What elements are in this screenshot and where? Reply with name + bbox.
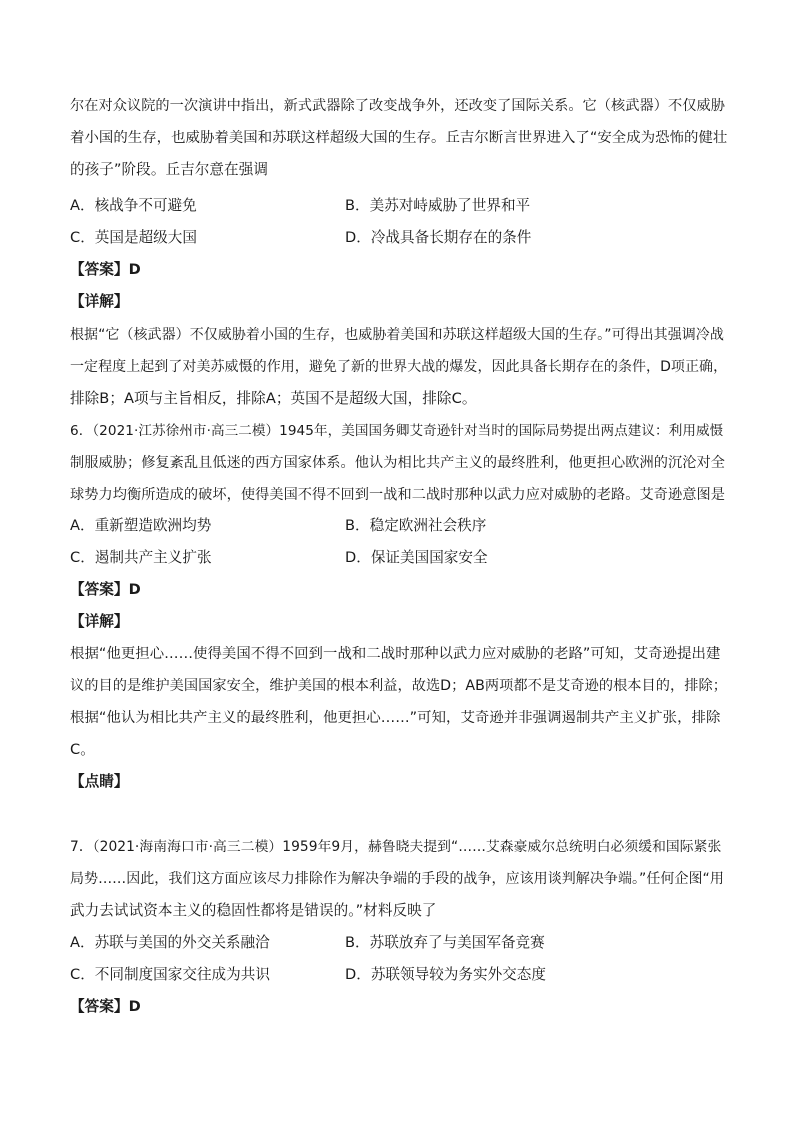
q7-answer: 【答案】D (70, 998, 141, 1015)
q7-option-d: D．苏联领导较为务实外交态度 (345, 966, 546, 983)
q5-stem-line: 着小国的生存，也威胁着美国和苏联这样超级大国的生存。丘吉尔断言世界进入了“安全成为恐怖的健壮 (70, 130, 728, 146)
q6-detail-line: C。 (70, 741, 95, 758)
q5-option-a: A．核战争不可避免 (70, 197, 197, 214)
q6-detail-line: 议的目的是维护美国国家安全，维护美国的根本利益，故选D；AB两项都不是艾奇逊的根本目的，排除； (70, 678, 727, 694)
q6-detail-line: 根据“他认为相比共产主义的最终胜利，他更担心……”可知，艾奇逊并非强调遏制共产主义扩张，排除 (70, 710, 721, 726)
q6-option-c: C．遏制共产主义扩张 (70, 549, 212, 566)
q6-option-a: A．重新塑造欧洲均势 (70, 517, 212, 534)
q7-stem-line: 局势……因此，我们这方面应该尽力排除作为解决争端的手段的战争，应该用谈判解决争端。”任何企图“用 (70, 871, 724, 887)
q5-detail-line: 根据“它（核武器）不仅威胁着小国的生存，也威胁着美国和苏联这样超级大国的生存。”可得出其强调冷战 (70, 327, 724, 343)
q5-detail-heading: 【详解】 (70, 293, 129, 310)
q7-stem-line: 7．（2021·海南海口市·高三二模）1959年9月，赫鲁晓夫提到“……艾森豪威尔总统明白必须缓和国际紧张 (70, 839, 722, 855)
q7-option-c: C．不同制度国家交往成为共识 (70, 966, 270, 983)
q7-stem-line: 武力去试试资本主义的稳固性都将是错误的。”材料反映了 (70, 902, 437, 919)
q5-detail-line: 一定程度上起到了对美苏威慑的作用，避免了新的世界大战的爆发，因此具备长期存在的条件，D项正确， (70, 359, 728, 375)
q5-option-b: B．美苏对峙威胁了世界和平 (345, 197, 531, 214)
q7-option-a: A．苏联与美国的外交关系融洽 (70, 934, 270, 951)
q6-option-b: B．稳定欧洲社会秩序 (345, 517, 487, 534)
q5-stem-line: 的孩子”阶段。丘吉尔意在强调 (70, 161, 268, 178)
q5-answer: 【答案】D (70, 261, 141, 278)
q5-option-c: C．英国是超级大国 (70, 229, 197, 246)
q6-detail-heading: 【详解】 (70, 613, 129, 630)
q5-detail-line: 排除B；A项与主旨相反，排除A；英国不是超级大国，排除C。 (70, 390, 477, 407)
q7-option-b: B．苏联放弃了与美国军备竞赛 (345, 934, 545, 951)
q6-stem-line: 球势力均衡所造成的破坏，使得美国不得不回到一战和二战时那种以武力应对威胁的老路。艾奇逊意图是 (70, 487, 725, 503)
q6-detail-line: 根据“他更担心……使得美国不得不回到一战和二战时那种以武力应对威胁的老路”可知，艾奇逊提出建 (70, 646, 721, 662)
q6-option-d: D．保证美国国家安全 (345, 549, 488, 566)
q6-stem-line: 6．（2021·江苏徐州市·高三二模）1945年，美国国务卿艾奇逊针对当时的国际局势提出两点建议：利用威慑 (70, 423, 724, 439)
q5-option-d: D．冷战具备长期存在的条件 (345, 229, 532, 246)
q6-stem-line: 制服威胁；修复紊乱且低迷的西方国家体系。他认为相比共产主义的最终胜利，他更担心欧洲的沉沦对全 (70, 455, 725, 471)
q6-remark-heading: 【点睛】 (70, 773, 129, 790)
q6-answer: 【答案】D (70, 581, 141, 598)
q5-stem-line: 尔在对众议院的一次演讲中指出，新式武器除了改变战争外，还改变了国际关系。它（核武器）不仅威胁 (70, 98, 725, 114)
